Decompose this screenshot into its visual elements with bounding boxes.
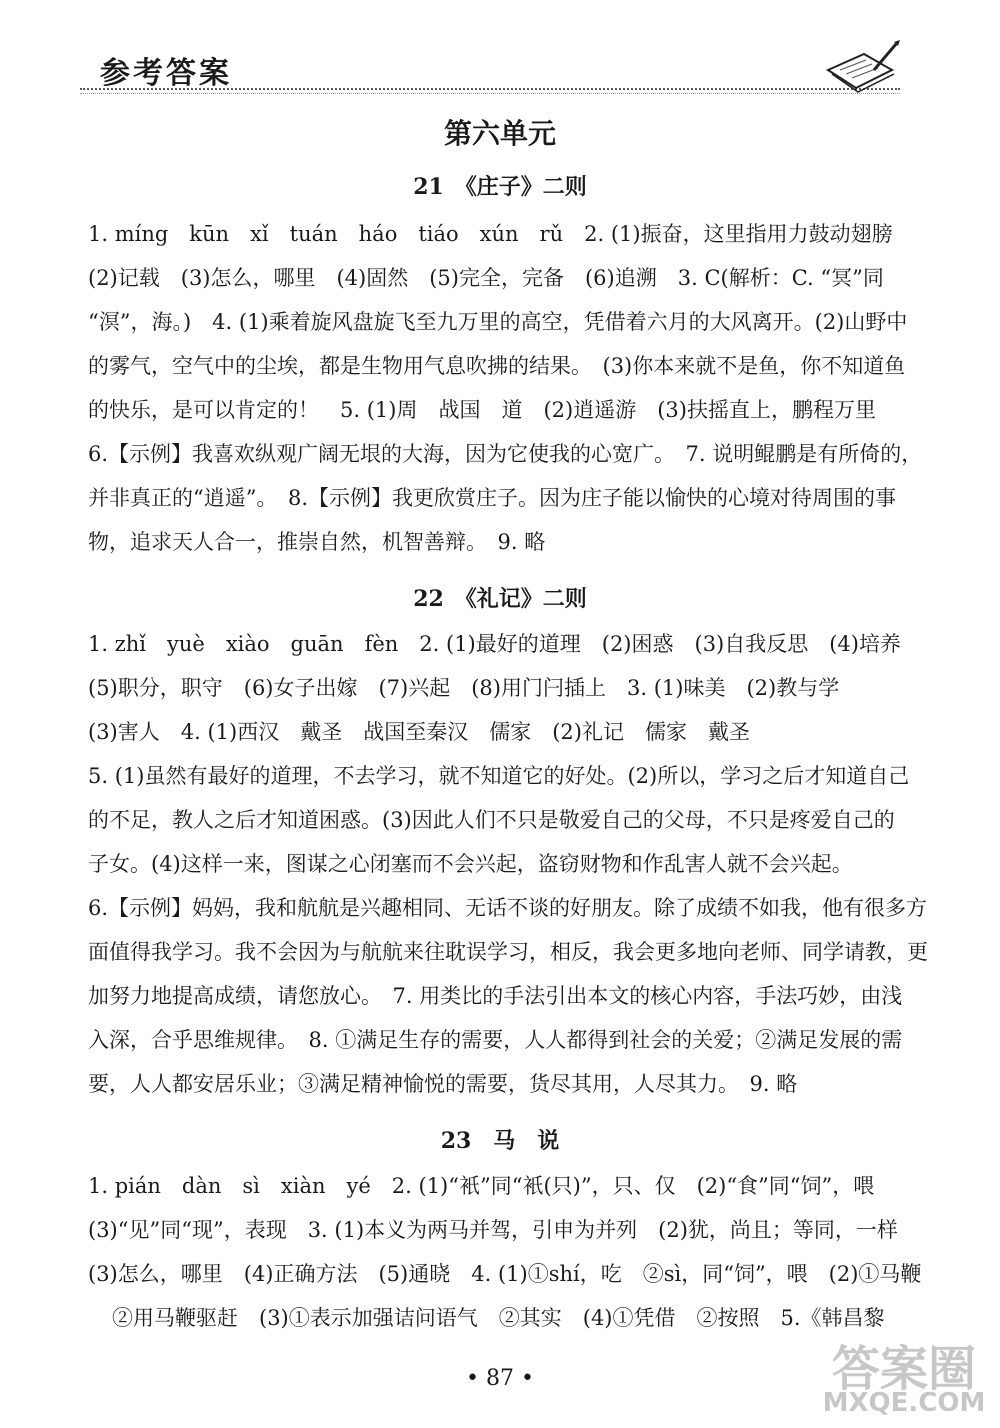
notebook-pen-icon: [822, 40, 902, 96]
answer-line: (3)害人 4. (1)西汉 戴圣 战国至秦汉 儒家 (2)礼记 儒家 戴圣: [88, 720, 750, 744]
answer-line: 1. zhǐ yuè xiào guān fèn 2. (1)最好的道理 (2)困惑 (3)自我反思 (4)培养: [88, 632, 901, 656]
answer-line: “溟”，海。) 4. (1)乘着旋风盘旋飞至九万里的高空，凭借着六月的大风离开。(2)山野中: [88, 310, 908, 334]
answer-line: 的不足，教人之后才知道困惑。(3)因此人们不只是敬爱自己的父母，不只是疼爱自己的: [88, 808, 895, 832]
answer-line: (3)怎么，哪里 (4)正确方法 (5)通晓 4. (1)①shí，吃 ②sì，同“饲”，喂 (2)①马鞭: [88, 1262, 922, 1286]
answer-line: 6.【示例】妈妈，我和航航是兴趣相同、无话不谈的好朋友。除了成绩不如我，他有很多方: [88, 896, 928, 920]
unit-title: 第六单元: [443, 117, 556, 150]
answer-line: 面值得我学习。我不会因为与航航来往耽误学习，相反，我会更多地向老师、同学请教，更: [88, 940, 928, 964]
answer-line: 1. míng kūn xǐ tuán háo tiáo xún rǔ 2. (1)振奋，这里指用力鼓动翅膀: [88, 222, 893, 246]
header-divider: [80, 88, 900, 94]
watermark-url: MXQE.COM: [822, 1388, 986, 1418]
page-number: • 87 •: [466, 1366, 534, 1391]
answer-line: 1. pián dàn sì xiàn yé 2. (1)“衹”同“衹(只)”，只、仅 (2)“食”同“饲”，喂: [88, 1174, 875, 1198]
watermark-logo: 答案圈: [831, 1341, 976, 1397]
section-title: 23 马 说: [440, 1128, 560, 1154]
answer-line: 6.【示例】我喜欢纵观广阔无垠的大海，因为它使我的心宽广。 7. 说明鲲鹏是有所倚的，: [88, 442, 923, 466]
answer-line: 加努力地提高成绩，请您放心。 7. 用类比的手法引出本文的核心内容，手法巧妙，由浅: [88, 984, 903, 1008]
section-title: 22 《礼记》二则: [413, 586, 587, 612]
answer-line: 5. (1)虽然有最好的道理，不去学习，就不知道它的好处。(2)所以，学习之后才知道自己: [88, 764, 910, 788]
answer-line: (5)职分，职守 (6)女子出嫁 (7)兴起 (8)用门闩插上 3. (1)味美 (2)教与学: [88, 676, 840, 700]
answer-line: 入深，合乎思维规律。 8. ①满足生存的需要，人人都得到社会的关爱；②满足发展的需: [88, 1028, 903, 1052]
site-watermark: [816, 1330, 1000, 1428]
answer-line: 的快乐，是可以肯定的！ 5. (1)周 战国 道 (2)逍遥游 (3)扶摇直上，鹏程万里: [88, 398, 876, 422]
answer-line: ②用马鞭驱赶 (3)①表示加强诘问语气 ②其实 (4)①凭借 ②按照 5.《韩昌黎: [112, 1306, 885, 1330]
answer-line: 并非真正的“逍遥”。 8.【示例】我更欣赏庄子。因为庄子能以愉快的心境对待周围的事: [88, 486, 897, 510]
header-title: 参考答案: [100, 56, 232, 91]
answer-line: (3)“见”同“现”，表现 3. (1)本义为两马并驾，引申为并列 (2)犹，尚且；等同，一样: [88, 1218, 898, 1242]
answer-line: (2)记载 (3)怎么，哪里 (4)固然 (5)完全，完备 (6)追溯 3. C(解析：C. “冥”同: [88, 266, 884, 290]
answer-line: 要，人人都安居乐业；③满足精神愉悦的需要，货尽其用，人尽其力。 9. 略: [88, 1072, 798, 1096]
answer-line: 子女。(4)这样一来，图谋之心闭塞而不会兴起，盗窃财物和作乱害人就不会兴起。: [88, 852, 853, 876]
section-title: 21 《庄子》二则: [413, 174, 587, 200]
page-header: [80, 40, 920, 104]
answer-line: 物，追求天人合一，推崇自然，机智善辩。 9. 略: [88, 530, 546, 554]
answer-line: 的雾气，空气中的尘埃，都是生物用气息吹拂的结果。 (3)你本来就不是鱼，你不知道鱼: [88, 354, 906, 378]
